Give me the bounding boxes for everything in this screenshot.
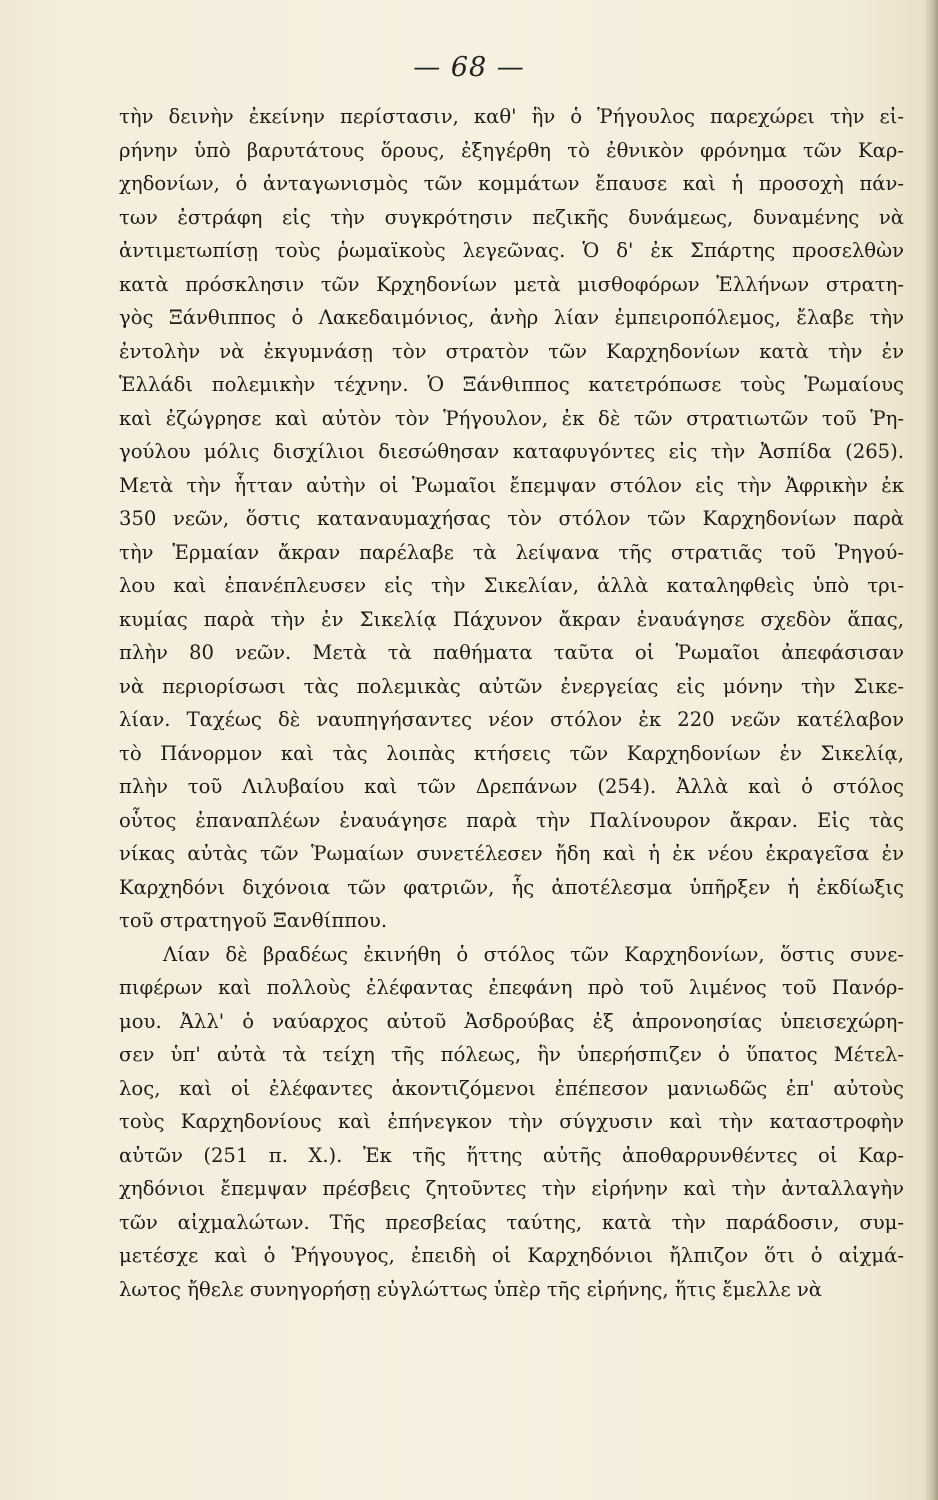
- text-line: σεν ὑπ' αὐτὰ τὰ τείχη τῆς πόλεως, ἣν ὑπερήσπιζεν ὁ ὕπατος Μέτελ-: [119, 1043, 904, 1066]
- text-line: των ἐστράφη εἰς τὴν συγκρότησιν πεζικῆς δυνάμεως, δυναμένης νὰ: [119, 205, 904, 229]
- text-line: γὸς Ξάνθιππος ὁ Λακεδαιμόνιος, ἀνὴρ λίαν ἐμπειροπόλεμος, ἔλαβε τὴν: [119, 306, 904, 329]
- text-line: τὴν δεινὴν ἐκείνην περίστασιν, καθ' ἣν ὁ Ῥήγουλος παρεχώρει τὴν εἰ-: [119, 105, 904, 128]
- text-line: πιφέρων καὶ πολλοὺς ἐλέφαντας ἐπεφάνη πρὸ τοῦ λιμένος τοῦ Πανόρ-: [119, 976, 904, 999]
- text-line: λου καὶ ἐπανέπλευσεν εἰς τὴν Σικελίαν, ἀλλὰ καταληφθεὶς ὑπὸ τρι-: [119, 574, 904, 597]
- text-line: Μετὰ τὴν ἧτταν αὐτὴν οἱ Ῥωμαῖοι ἔπεμψαν στόλον εἰς τὴν Ἀφρικὴν ἐκ: [119, 473, 904, 497]
- text-line: Καρχηδόνι διχόνοια τῶν φατριῶν, ἧς ἀποτέλεσμα ὑπῆρξεν ἡ ἐκδίωξις: [119, 875, 904, 899]
- text-line: χηδόνιοι ἔπεμψαν πρέσβεις ζητοῦντες τὴν εἰρήνην καὶ τὴν ἀνταλλαγὴν: [119, 1177, 904, 1200]
- body-text: [119, 100, 904, 1306]
- text-line: τῶν αἰχμαλώτων. Τῆς πρεσβείας ταύτης, κατὰ τὴν παράδοσιν, συμ-: [119, 1210, 904, 1234]
- text-line: ἐντολὴν νὰ ἐκγυμνάσῃ τὸν στρατὸν τῶν Καρχηδονίων κατὰ τὴν ἐν: [119, 339, 904, 363]
- text-line: ρήνην ὑπὸ βαρυτάτους ὅρους, ἐξηγέρθη τὸ ἐθνικὸν φρόνημα τῶν Καρ-: [119, 138, 904, 162]
- text-line: νὰ περιορίσωσι τὰς πολεμικὰς αὐτῶν ἐνεργείας εἰς μόνην τὴν Σικε-: [119, 674, 904, 698]
- text-line: γούλου μόλις δισχίλιοι διεσώθησαν καταφυγόντες εἰς τὴν Ἀσπίδα (265).: [119, 440, 904, 463]
- text-line: κυμίας παρὰ τὴν ἐν Σικελίᾳ Πάχυνον ἄκραν ἐναυάγησε σχεδὸν ἅπας,: [119, 607, 904, 631]
- text-line: τοὺς Καρχηδονίους καὶ ἐπήνεγκον τὴν σύγχυσιν καὶ τὴν καταστροφὴν: [119, 1110, 904, 1133]
- text-line: Ἑλλάδι πολεμικὴν τέχνην. Ὁ Ξάνθιππος κατετρόπωσε τοὺς Ῥωμαίους: [119, 373, 904, 396]
- page-edge-shadow: [924, 0, 938, 1500]
- text-line: πλὴν 80 νεῶν. Μετὰ τὰ παθήματα ταῦτα οἱ Ῥωμαῖοι ἀπεφάσισαν: [119, 641, 904, 664]
- text-line: κατὰ πρόσκλησιν τῶν Κρχηδονίων μετὰ μισθοφόρων Ἑλλήνων στρατη-: [119, 272, 904, 296]
- text-line: νίκας αὐτὰς τῶν Ῥωμαίων συνετέλεσεν ἤδη καὶ ἡ ἐκ νέου ἐκραγεῖσα ἐν: [119, 842, 904, 865]
- text-line: λος, καὶ οἱ ἐλέφαντες ἀκοντιζόμενοι ἐπέπεσον μανιωδῶς ἐπ' αὐτοὺς: [119, 1076, 904, 1100]
- text-line: πλὴν τοῦ Λιλυβαίου καὶ τῶν Δρεπάνων (254). Ἀλλὰ καὶ ὁ στόλος: [119, 775, 904, 798]
- text-line: ἀντιμετωπίσῃ τοὺς ῥωμαϊκοὺς λεγεῶνας. Ὁ δ' ἐκ Σπάρτης προσελθὼν: [119, 239, 904, 262]
- text-line: αὐτῶν (251 π. Χ.). Ἐκ τῆς ἥττης αὐτῆς ἀποθαρρυνθέντες οἱ Καρ-: [119, 1143, 904, 1167]
- paragraph: [119, 938, 904, 1307]
- text-line: μετέσχε καὶ ὁ Ῥήγουγος, ἐπειδὴ οἱ Καρχηδόνιοι ἤλπιζον ὅτι ὁ αἰχμά-: [119, 1244, 904, 1267]
- text-line: χηδονίων, ὁ ἀνταγωνισμὸς τῶν κομμάτων ἔπαυσε καὶ ἡ προσοχὴ πάν-: [119, 172, 904, 195]
- page-number: — 68 —: [413, 52, 525, 83]
- text-line: λωτος ἤθελε συνηγορήσῃ εὐγλώττως ὑπὲρ τῆς εἰρήνης, ἥτις ἔμελλε νὰ: [119, 1277, 823, 1301]
- text-line: τὴν Ἑρμαίαν ἄκραν παρέλαβε τὰ λείψανα τῆς στρατιᾶς τοῦ Ῥηγού-: [119, 540, 904, 564]
- text-line: καὶ ἐζώγρησε καὶ αὐτὸν τὸν Ῥήγουλον, ἐκ δὲ τῶν στρατιωτῶν τοῦ Ῥη-: [119, 406, 904, 430]
- text-line: λίαν. Ταχέως δὲ ναυπηγήσαντες νέον στόλον ἐκ 220 νεῶν κατέλαβον: [119, 708, 904, 731]
- text-line: τοῦ στρατηγοῦ Ξανθίππου.: [119, 909, 388, 932]
- paragraph: [119, 100, 904, 938]
- text-line: τὸ Πάνορμον καὶ τὰς λοιπὰς κτήσεις τῶν Καρχηδονίων ἐν Σικελίᾳ,: [119, 741, 904, 765]
- text-line: μου. Ἀλλ' ὁ ναύαρχος αὐτοῦ Ἀσδρούβας ἐξ ἀπρονοησίας ὑπεισεχώρη-: [119, 1009, 904, 1033]
- text-line: 350 νεῶν, ὅστις καταναυμαχήσας τὸν στόλον τῶν Καρχηδονίων παρὰ: [119, 507, 904, 530]
- text-line: οὗτος ἐπαναπλέων ἐναυάγησε παρὰ τὴν Παλίνουρον ἄκραν. Εἰς τὰς: [119, 808, 904, 832]
- text-line: Λίαν δὲ βραδέως ἐκινήθη ὁ στόλος τῶν Καρχηδονίων, ὅστις συνε-: [163, 942, 904, 966]
